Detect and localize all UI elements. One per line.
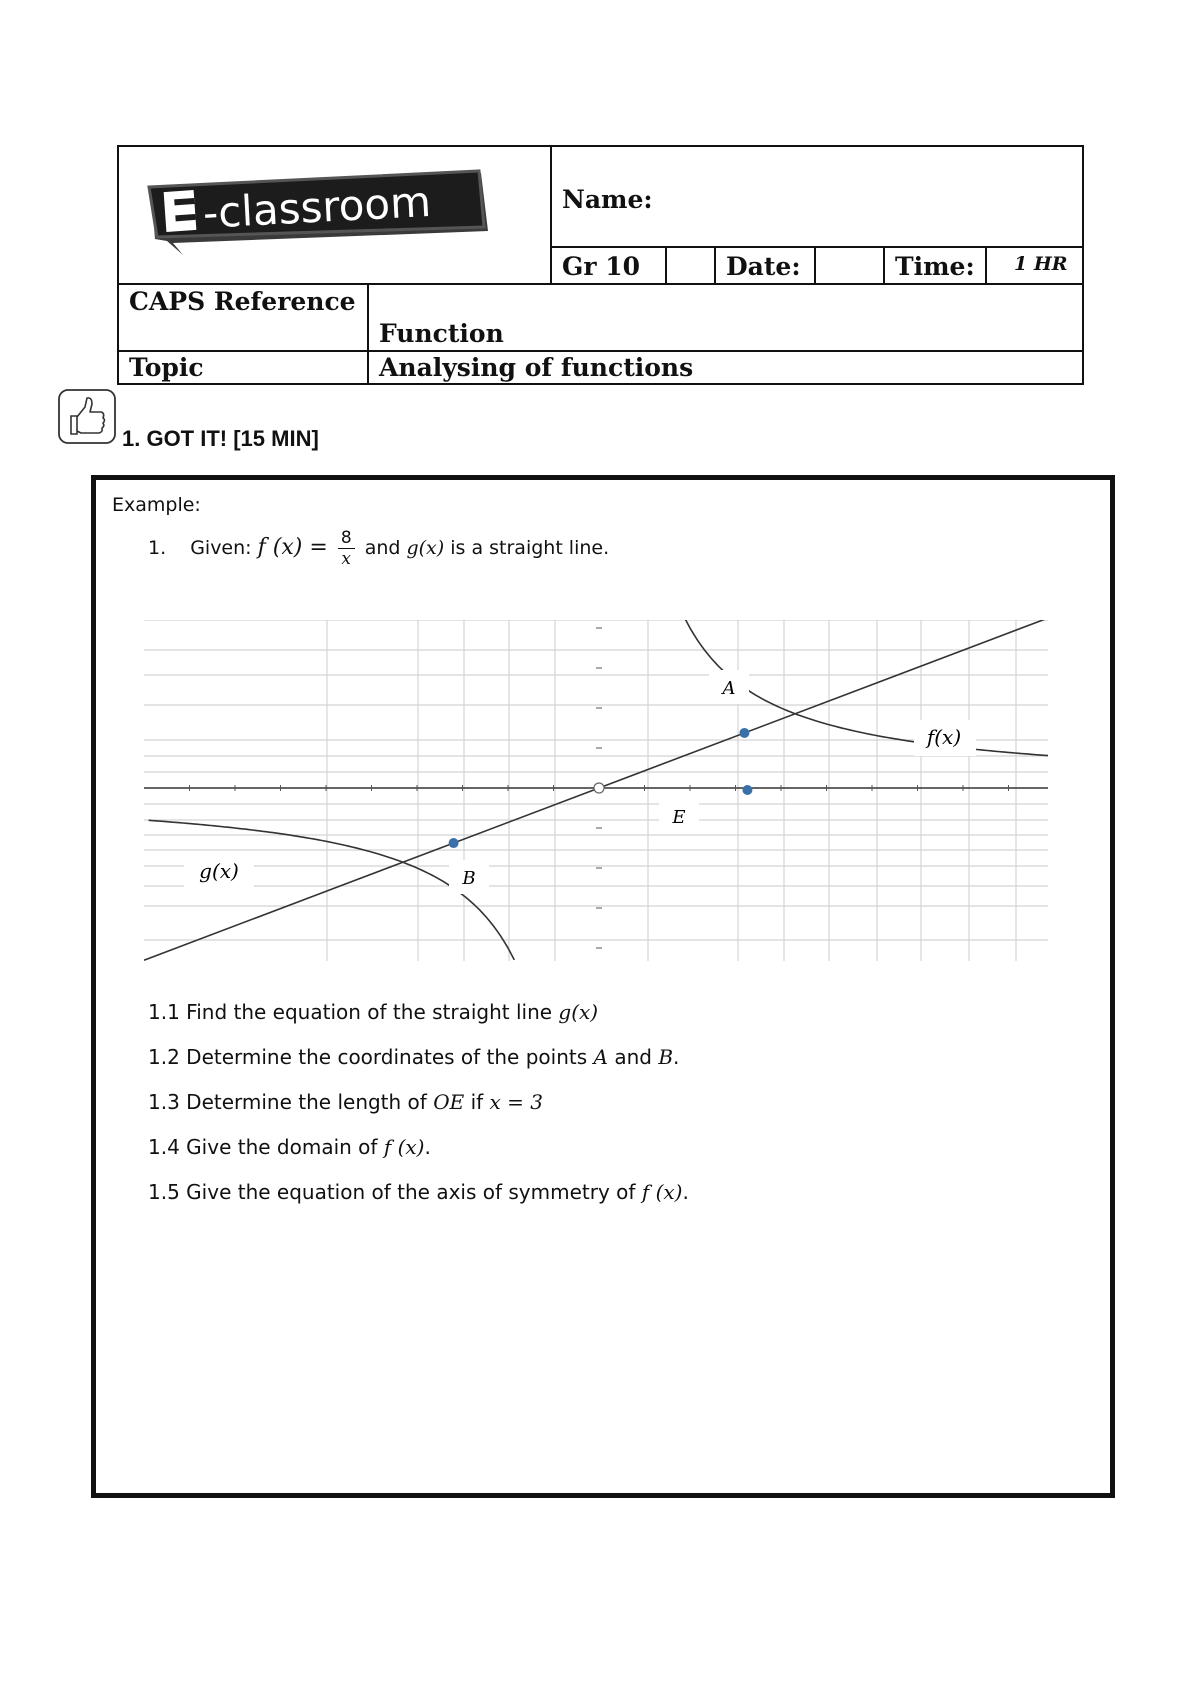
point-b <box>449 838 459 848</box>
topic-value: Analysing of functions <box>379 353 694 382</box>
example-label: Example: <box>112 494 201 516</box>
question-1-4 <box>148 1135 431 1159</box>
question-1-5 <box>148 1180 689 1204</box>
question-math-2: x = 3 <box>489 1090 544 1114</box>
question-math: OE <box>433 1090 465 1114</box>
question-math-2: B <box>658 1045 674 1069</box>
e-classroom-logo <box>143 169 493 255</box>
question-math: f (x) <box>383 1135 425 1159</box>
divider <box>550 246 1084 248</box>
topic-label: Topic <box>129 353 204 382</box>
question-number: 1.5 <box>148 1180 180 1204</box>
question-math: A <box>593 1045 608 1069</box>
divider <box>714 246 716 285</box>
example-number: 1. <box>148 537 167 559</box>
time-value: 1 HR <box>1014 253 1068 275</box>
origin <box>594 783 604 793</box>
label-a: A <box>722 678 736 699</box>
question-text-mid: if <box>470 1090 484 1114</box>
divider <box>985 246 987 285</box>
question-math: g(x) <box>558 1000 599 1024</box>
question-math: f (x) <box>641 1180 683 1204</box>
question-number: 1.4 <box>148 1135 180 1159</box>
question-tail: . <box>682 1180 689 1204</box>
grade-label: Gr 10 <box>562 252 641 281</box>
point-a <box>739 728 749 738</box>
question-tail: . <box>424 1135 431 1159</box>
g-name: g(x) <box>406 537 445 559</box>
function-graph <box>144 620 1048 961</box>
given-statement <box>148 528 609 569</box>
example-box <box>91 475 1115 1498</box>
point-e <box>742 785 752 795</box>
divider <box>665 246 667 285</box>
question-text: Determine the coordinates of the points <box>186 1045 588 1069</box>
given-prefix: Given: <box>190 537 252 559</box>
question-1-1 <box>148 1000 598 1024</box>
section-title: 1. GOT IT! [15 MIN] <box>122 426 319 451</box>
label-b: B <box>462 868 476 889</box>
fraction-numerator: 8 <box>338 528 355 549</box>
divider <box>119 350 1084 352</box>
f-lhs: f (x) = <box>257 535 328 560</box>
question-text: Find the equation of the straight line <box>186 1000 553 1024</box>
caps-reference-value: Function <box>379 319 504 348</box>
fraction-denominator: x <box>341 549 352 569</box>
question-number: 1.1 <box>148 1000 180 1024</box>
thumbs-up-icon <box>57 388 117 445</box>
question-1-2 <box>148 1045 679 1069</box>
caps-reference-label: CAPS Reference <box>129 287 356 316</box>
question-number: 1.3 <box>148 1090 180 1114</box>
label-g: g(x) <box>199 859 239 883</box>
name-label: Name: <box>562 185 653 214</box>
fraction <box>338 528 355 569</box>
date-label: Date: <box>726 252 801 281</box>
question-text-mid: and <box>614 1045 652 1069</box>
question-text: Give the domain of <box>186 1135 378 1159</box>
question-tail: . <box>673 1045 680 1069</box>
label-e: E <box>672 807 686 828</box>
header-table <box>117 145 1084 385</box>
divider <box>550 147 552 285</box>
divider <box>367 285 369 385</box>
time-label: Time: <box>895 252 975 281</box>
given-suffix: is a straight line. <box>450 537 610 559</box>
question-text: Determine the length of <box>186 1090 427 1114</box>
divider <box>119 283 1084 285</box>
label-f: f(x) <box>926 725 962 749</box>
question-1-3 <box>148 1090 543 1114</box>
divider <box>883 246 885 285</box>
question-text: Give the equation of the axis of symmetry of <box>186 1180 636 1204</box>
and-text: and <box>364 537 401 559</box>
divider <box>814 246 816 285</box>
logo-text: -classroom <box>201 176 433 238</box>
question-number: 1.2 <box>148 1045 180 1069</box>
